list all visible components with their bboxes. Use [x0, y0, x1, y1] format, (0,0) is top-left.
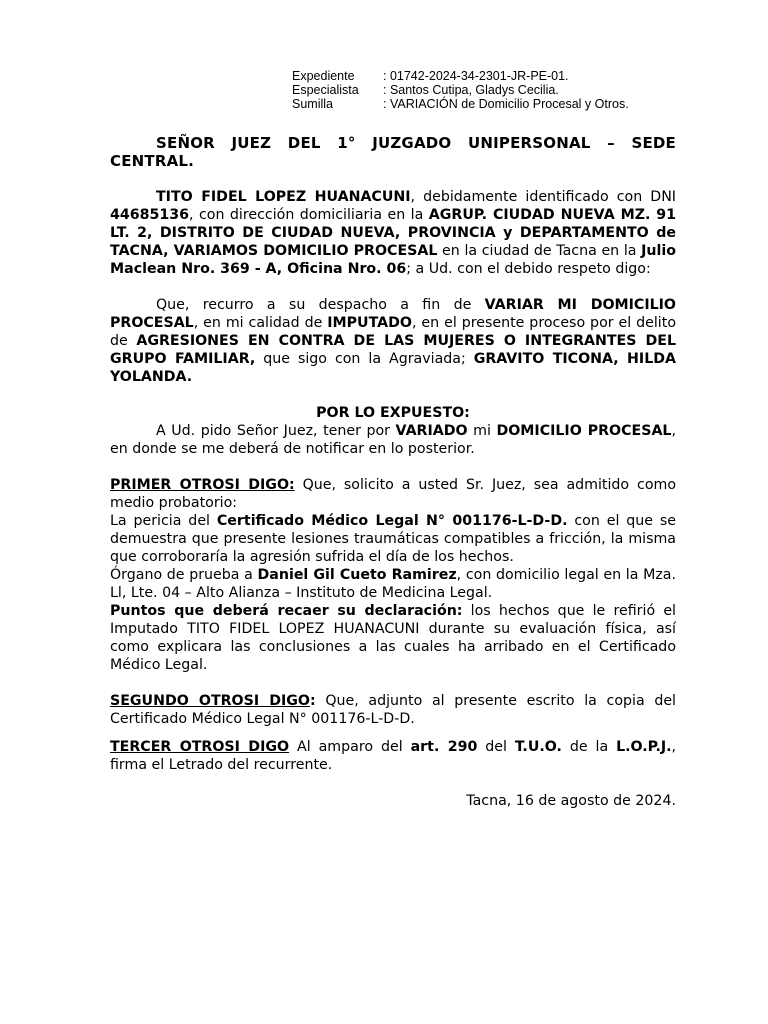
intro-text-4: ; a Ud. con el debido respeto digo:: [406, 261, 651, 277]
petition-text-1: Que, recurro a su despacho a fin de: [156, 297, 485, 313]
tercer-bold-2: T.U.O.: [514, 739, 562, 755]
puntos-text: los hechos que le refirió el Imputado TITO FIDEL LOPEZ HUANACUNI durante su evaluación física, así como explicara las conclusiones a las cuales ha arribado en el Certificado Médico Legal.: [110, 603, 676, 673]
segundo-otrosi-label: SEGUNDO OTROSI DIGO: [110, 693, 310, 709]
especialista-label: Especialista: [292, 83, 359, 97]
expuesto-text-3: , en donde se me deberá de notificar en lo posterior.: [110, 423, 676, 457]
petition-paragraph: [110, 296, 676, 386]
tercer-text-3: de la: [561, 739, 617, 755]
home-address: AGRUP. CIUDAD NUEVA MZ. 91 LT. 2, DISTRITO DE CIUDAD NUEVA, PROVINCIA y DEPARTAMENTO de TACNA, VARIAMOS DOMICILIO PROCESAL: [110, 207, 677, 259]
petition-text-3: , en el presente proceso por el delito de: [110, 315, 676, 349]
organo-prueba-paragraph: [110, 566, 676, 602]
document-body: [110, 134, 676, 810]
primer-otrosi-paragraph: [110, 476, 676, 512]
expediente-value: : 01742-2024-34-2301-JR-PE-01.: [383, 69, 569, 83]
primer-otrosi-text: Que, solicito a usted Sr. Juez, sea admitido como medio probatorio:: [110, 477, 676, 511]
dni-number: 44685136: [110, 207, 189, 223]
expuesto-bold-2: DOMICILIO PROCESAL: [496, 423, 672, 439]
petition-bold-3: AGRESIONES EN CONTRA DE LAS MUJERES O INTEGRANTES DEL GRUPO FAMILIAR,: [110, 333, 677, 367]
petition-text-2: , en mi calidad de: [193, 315, 328, 331]
expuesto-text-1: A Ud. pido Señor Juez, tener por: [156, 423, 396, 439]
expuesto-text-2: mi: [467, 423, 497, 439]
header-row-especialista: [292, 83, 629, 97]
expuesto-heading-text: POR LO EXPUESTO:: [316, 405, 470, 421]
procesal-address: Julio Maclean Nro. 369 - A, Oficina Nro. 06: [110, 243, 676, 277]
intro-paragraph: [110, 188, 676, 278]
puntos-label: Puntos que deberá recaer su declaración:: [110, 603, 463, 619]
tercer-text-1: Al amparo del: [289, 739, 411, 755]
plaintiff-name: TITO FIDEL LOPEZ HUANACUNI: [156, 189, 411, 205]
petition-bold-2: IMPUTADO: [327, 315, 412, 331]
petition-text-4: que sigo con la Agraviada;: [255, 351, 474, 367]
expediente-label: Expediente: [292, 69, 355, 83]
addressee: [110, 134, 676, 170]
expuesto-heading: [110, 404, 676, 422]
primer-otrosi-label: PRIMER OTROSI DIGO:: [110, 477, 295, 493]
addressee-text: SEÑOR JUEZ DEL 1° JUZGADO UNIPERSONAL – SEDE CENTRAL.: [110, 134, 676, 170]
organo-name: Daniel Gil Cueto Ramirez: [257, 567, 457, 583]
sumilla-label: Sumilla: [292, 97, 333, 111]
petition-bold-1: VARIAR MI DOMICILIO PROCESAL: [110, 297, 676, 331]
pericia-paragraph: [110, 512, 676, 566]
pericia-certificate: Certificado Médico Legal N° 001176-L-D-D.: [216, 513, 568, 529]
especialista-value: : Santos Cutipa, Gladys Cecilia.: [383, 83, 559, 97]
tercer-bold-3: L.O.P.J.: [616, 739, 672, 755]
tercer-text-2: del: [477, 739, 515, 755]
header-row-expediente: [292, 69, 629, 83]
tercer-otrosi-label: TERCER OTROSI DIGO: [110, 739, 290, 755]
tercer-text-4: , firma el Letrado del recurrente.: [110, 739, 677, 773]
organo-text-2: , con domicilio legal en la Mza. Ll, Lte. 04 – Alto Alianza – Instituto de Medicina Legal.: [110, 567, 676, 601]
case-header: [292, 69, 629, 111]
segundo-otrosi-colon: :: [309, 693, 316, 709]
tercer-bold-1: art. 290: [410, 739, 478, 755]
organo-text-1: Órgano de prueba a: [110, 567, 258, 583]
expuesto-bold-1: VARIADO: [395, 423, 468, 439]
sumilla-value: : VARIACIÓN de Domicilio Procesal y Otros.: [383, 97, 629, 111]
header-row-sumilla: [292, 97, 629, 111]
pericia-text-2: con el que se demuestra que presente lesiones traumáticas compatibles a fricción, la misma que corroboraría la agresión sufrida el día de los hechos.: [110, 513, 677, 565]
segundo-otrosi-paragraph: [110, 692, 676, 728]
intro-text-3: en la ciudad de Tacna en la: [437, 243, 642, 259]
segundo-otrosi-text: Que, adjunto al presente escrito la copia del Certificado Médico Legal N° 001176-L-D-D.: [110, 693, 676, 727]
intro-text-2: , con dirección domiciliaria en la: [188, 207, 429, 223]
date-line: Tacna, 16 de agosto de 2024.: [466, 793, 676, 809]
expuesto-paragraph: [110, 422, 676, 458]
tercer-otrosi-paragraph: [110, 738, 676, 774]
petition-bold-4: GRAVITO TICONA, HILDA YOLANDA.: [110, 351, 676, 385]
puntos-paragraph: [110, 602, 676, 674]
pericia-text-1: La pericia del: [110, 513, 217, 529]
intro-text-1: , debidamente identificado con DNI: [410, 189, 676, 205]
